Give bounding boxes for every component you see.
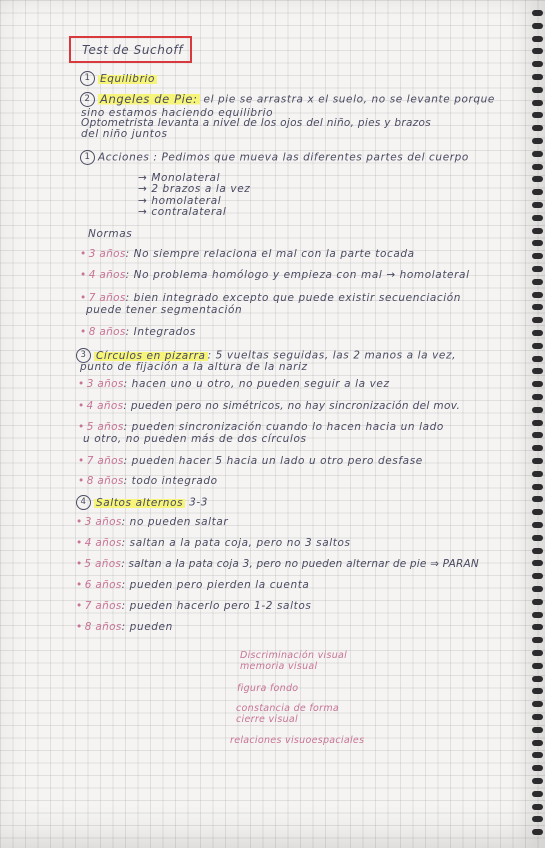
spiral-ring [532, 36, 543, 42]
spiral-ring [532, 522, 543, 528]
spiral-ring [532, 688, 543, 694]
spiral-ring [532, 752, 543, 758]
spiral-ring [532, 240, 543, 246]
note-line: memoria visual [240, 661, 318, 672]
list-item: • 8 años: pueden [76, 621, 173, 633]
list-item: • 4 años: pueden pero no simétricos, no hay sincronización del mov. [78, 400, 461, 412]
spiral-ring [532, 663, 543, 669]
list-item: • 8 años: Integrados [80, 326, 196, 338]
section-2-heading [80, 92, 495, 107]
list-item: • 7 años: bien integrado excepto que puede existir secuenciación [80, 292, 462, 304]
list-item: • 8 años: todo integrado [78, 475, 218, 487]
spiral-ring [532, 10, 543, 16]
age-label: 5 años [84, 558, 122, 570]
spiral-ring [532, 804, 543, 810]
list-item: • 4 años: saltan a la pata coja, pero no 3 saltos [76, 537, 351, 549]
text-line: Optometrista levanta a nivel de los ojos del niño, pies y brazos [81, 117, 432, 129]
page-title: Test de Suchoff [82, 43, 184, 57]
spiral-ring [532, 432, 543, 438]
normas-heading: Normas [88, 228, 133, 240]
spiral-ring [532, 509, 543, 515]
text-line: sino estamos haciendo equilibrio [81, 107, 274, 119]
acciones-heading [80, 150, 469, 165]
spiral-ring [532, 381, 543, 387]
age-label: 6 años [84, 579, 122, 591]
item-text: : No siempre relaciona el mal con la parte tocada [125, 248, 415, 260]
spiral-ring [532, 292, 543, 298]
spiral-ring [532, 394, 543, 400]
spiral-ring [532, 202, 543, 208]
spiral-ring [532, 164, 543, 170]
age-label: 4 años [84, 537, 122, 549]
spiral-binding [529, 0, 545, 848]
spiral-ring [532, 484, 543, 490]
age-label: 4 años [88, 269, 126, 281]
section-number: 1 [80, 150, 95, 165]
text-line: del niño juntos [81, 128, 168, 140]
age-label: 8 años [88, 326, 126, 338]
list-item: • 6 años: pueden pero pierden la cuenta [76, 579, 310, 591]
spiral-ring [532, 343, 543, 349]
list-item: • 3 años: no pueden saltar [76, 516, 229, 528]
list-item: → Monolateral [138, 172, 221, 184]
item-text: : pueden pero pierden la cuenta [121, 579, 310, 591]
spiral-ring [532, 23, 543, 29]
spiral-ring [532, 471, 543, 477]
section-4-heading [76, 495, 208, 510]
age-label: 7 años [86, 455, 124, 467]
section-label: Angeles de Pie: [100, 91, 198, 106]
spiral-ring [532, 151, 543, 157]
item-text: : pueden hacerlo pero 1-2 saltos [121, 600, 312, 612]
age-label: 7 años [84, 600, 122, 612]
spiral-ring [532, 637, 543, 643]
spiral-ring [532, 215, 543, 221]
spiral-ring [532, 304, 543, 310]
note-line: relaciones visuoespaciales [230, 735, 365, 746]
spiral-ring [532, 125, 543, 131]
list-item: → homolateral [138, 195, 222, 207]
section-number: 2 [80, 92, 95, 107]
section-number: 3 [76, 348, 91, 363]
item-text: : bien integrado excepto que puede existir secuenciación [125, 292, 462, 304]
section-text: el pie se arrastra x el suelo, no se levante porque [203, 93, 495, 106]
section-text: Pedimos que mueva las diferentes partes del cuerpo [161, 151, 469, 164]
section-text: : 5 vueltas seguidas, las 2 manos a la vez, [207, 349, 457, 362]
section-number: 4 [76, 495, 91, 510]
age-label: 3 años [86, 378, 124, 390]
spiral-ring [532, 100, 543, 106]
item-text: : pueden [121, 621, 173, 633]
spiral-ring [532, 727, 543, 733]
spiral-ring [532, 624, 543, 630]
spiral-ring [532, 560, 543, 566]
item-text: : saltan a la pata coja, pero no 3 saltos [121, 537, 351, 549]
spiral-ring [532, 612, 543, 618]
age-label: 7 años [88, 292, 126, 304]
spiral-ring [532, 61, 543, 67]
spiral-ring [532, 279, 543, 285]
item-text: : hacen uno u otro, no pueden seguir a la vez [123, 378, 390, 390]
item-text: : No problema homólogo y empieza con mal → homolateral [125, 269, 470, 281]
spiral-ring [532, 714, 543, 720]
spiral-ring [532, 317, 543, 323]
spiral-ring [532, 829, 543, 835]
list-item: • 7 años: pueden hacerlo pero 1-2 saltos [76, 600, 312, 612]
spiral-ring [532, 765, 543, 771]
spiral-ring [532, 228, 543, 234]
age-label: 8 años [86, 475, 124, 487]
age-label: 5 años [86, 421, 124, 433]
spiral-ring [532, 573, 543, 579]
spiral-ring [532, 650, 543, 656]
age-label: 8 años [84, 621, 122, 633]
spiral-ring [532, 778, 543, 784]
spiral-ring [532, 816, 543, 822]
spiral-ring [532, 87, 543, 93]
list-item: • 4 años: No problema homólogo y empieza con mal → homolateral [80, 269, 470, 281]
spiral-ring [532, 368, 543, 374]
text-line: u otro, no pueden más de dos círculos [83, 433, 307, 445]
spiral-ring [532, 458, 543, 464]
item-text: : todo integrado [123, 475, 218, 487]
list-item: • 5 años: pueden sincronización cuando lo hacen hacia un lado [78, 421, 444, 433]
spiral-ring [532, 407, 543, 413]
list-item: → contralateral [138, 206, 227, 218]
spiral-ring [532, 253, 543, 259]
note-line: cierre visual [236, 714, 298, 725]
item-text: : pueden pero no simétricos, no hay sincronización del mov. [123, 400, 461, 412]
list-item: • 7 años: pueden hacer 5 hacia un lado u otro pero desfase [78, 455, 423, 467]
section-label: Círculos en pizarra [96, 349, 206, 362]
section-label: Equilibrio [100, 72, 156, 85]
item-text: : Integrados [125, 326, 196, 338]
spiral-ring [532, 599, 543, 605]
spiral-ring [532, 445, 543, 451]
spiral-ring [532, 330, 543, 336]
spiral-ring [532, 138, 543, 144]
section-1-heading [80, 71, 157, 86]
spiral-ring [532, 676, 543, 682]
note-line: Discriminación visual [240, 650, 348, 661]
item-text: : pueden sincronización cuando lo hacen hacia un lado [123, 421, 444, 433]
spiral-ring [532, 701, 543, 707]
list-item: → 2 brazos a la vez [138, 183, 251, 195]
text-line: punto de fijación a la altura de la nariz [80, 361, 308, 373]
section-label: Acciones : [98, 151, 158, 164]
note-line: constancia de forma [236, 703, 340, 714]
spiral-ring [532, 535, 543, 541]
spiral-ring [532, 48, 543, 54]
spiral-ring [532, 356, 543, 362]
spiral-ring [532, 266, 543, 272]
spiral-ring [532, 586, 543, 592]
age-label: 3 años [88, 248, 126, 260]
item-text: : no pueden saltar [121, 516, 229, 528]
list-item: • 3 años: hacen uno u otro, no pueden seguir a la vez [78, 378, 390, 390]
text-line: puede tener segmentación [86, 304, 243, 316]
spiral-ring [532, 548, 543, 554]
spiral-ring [532, 791, 543, 797]
spiral-ring [532, 74, 543, 80]
note-line: figura fondo [237, 683, 299, 694]
spiral-ring [532, 189, 543, 195]
list-item: • 5 años: saltan a la pata coja 3, pero no pueden alternar de pie ⇒ PARAN [76, 558, 479, 570]
item-text: : saltan a la pata coja 3, pero no pueden alternar de pie ⇒ PARAN [121, 558, 479, 570]
spiral-ring [532, 420, 543, 426]
list-item: • 3 años: No siempre relaciona el mal con la parte tocada [80, 248, 415, 260]
section-suffix: 3-3 [189, 496, 209, 509]
spiral-ring [532, 176, 543, 182]
spiral-ring [532, 740, 543, 746]
section-number: 1 [80, 71, 95, 86]
section-label: Saltos alternos [96, 496, 184, 509]
spiral-ring [532, 496, 543, 502]
age-label: 3 años [84, 516, 122, 528]
age-label: 4 años [86, 400, 124, 412]
spiral-ring [532, 112, 543, 118]
item-text: : pueden hacer 5 hacia un lado u otro pero desfase [123, 455, 423, 467]
